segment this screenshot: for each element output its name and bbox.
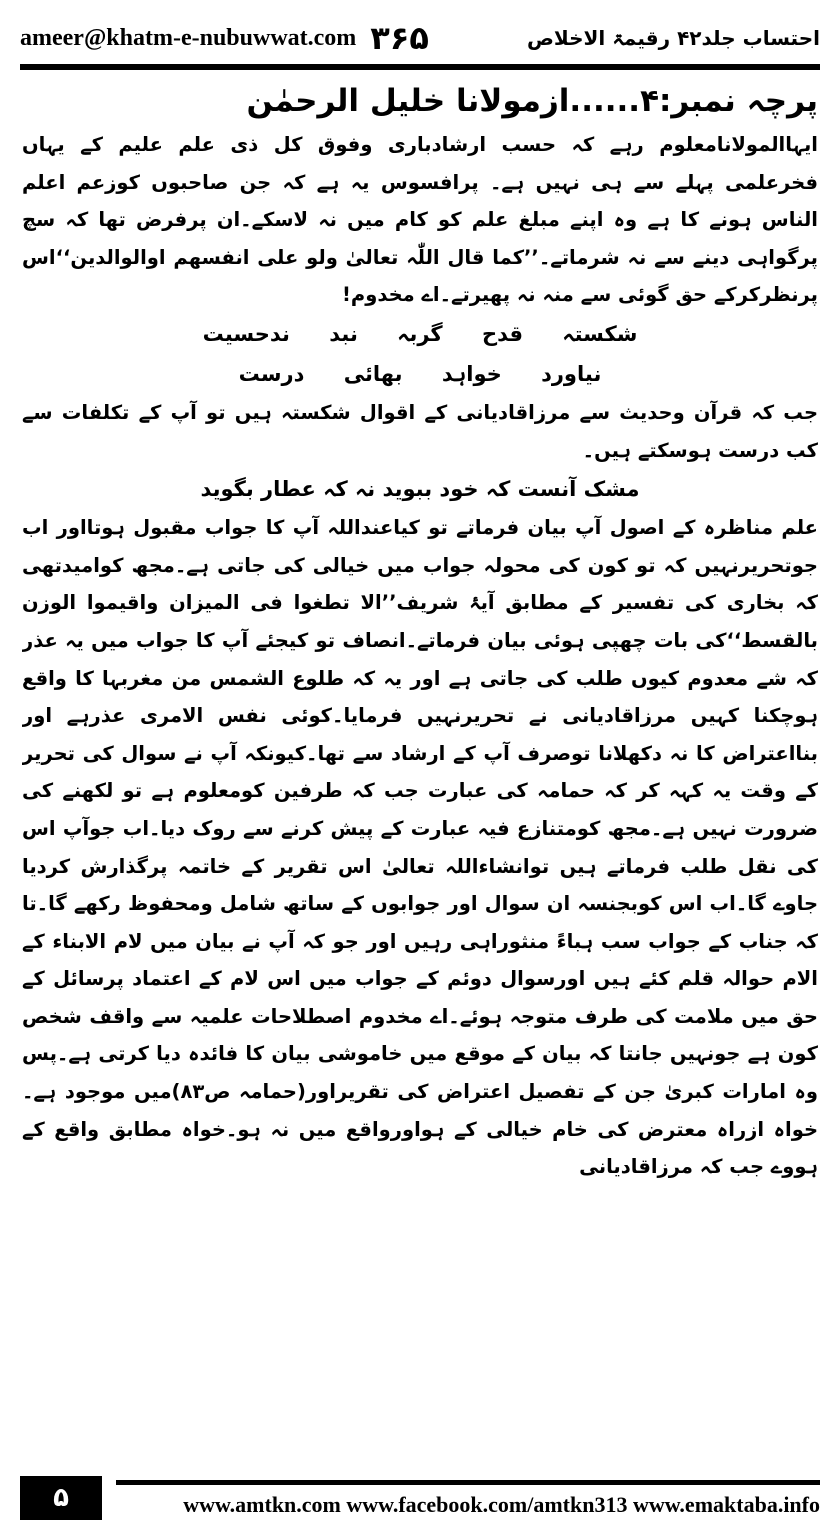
verse-line-3: مشک آنست کہ خود ببوید نہ کہ عطار بگوید (200, 477, 640, 502)
page-content (22, 78, 818, 1470)
page-footer (20, 1476, 820, 1532)
verse-word: بھائی (343, 361, 403, 386)
verse-word: نیاورد (541, 361, 602, 386)
page-number: ۳۶۵ (370, 19, 429, 57)
header-left (20, 19, 429, 57)
header-rule (20, 64, 820, 70)
footer-page-number: ۵ (20, 1476, 102, 1520)
verse-word: قدح (481, 321, 523, 346)
verse-line-2 (22, 354, 818, 394)
book-title: احتساب جلد۴۲ رقیمۃ الاخلاص (527, 26, 820, 50)
header-email: ameer@khatm-e-nubuwwat.com (20, 24, 357, 51)
verse-line-1 (22, 314, 818, 354)
verse-word: ندحسیت (202, 321, 290, 346)
paragraph-2: جب کہ قرآن وحدیث سے مرزاقادیانی کے اقوال شکستہ ہیں تو آپ کے تکلفات سے کب درست ہوسکتے ہیں۔ (22, 400, 818, 462)
verse-word: گربہ (397, 321, 443, 346)
paragraph-3: علم مناظرہ کے اصول آپ بیان فرماتے تو کیاعنداللہ آپ کا جواب مقبول ہوتااور اب جوتحریرنہیں کہ تو کون کی محولہ جواب میں خیالی کی جاتی ہے۔مجھ کوامیدتھی کہ بخاری کی تفسیر کے مطابق آیۂ شریف’’الا تطغوا فی المیزان واقیموا الوزن بالقسط‘‘کی بات چھپی ہوئی بیان فرماتے۔انصاف تو کیجئے آپ کا جواب میں یہ عذر کہ شے معدوم کیوں طلب کی جاتی ہے اور یہ کہ طلوع الشمس من مغربہا کا واقع ہوچکنا کہیں مرزاقادیانی نے تحریرنہیں فرمایا۔کوئی نفس الامری عذرہے اور بنااعتراض کا نہ دکھلانا توصرف آپ کے ارشاد سے تھا۔کیونکہ آپ نے سوال کی تحریر کے وقت یہ کہہ کر کہ حمامہ کی عبارت جب کہ طرفین کومعلوم ہے تو لکھنے کی ضرورت نہیں ہے۔مجھ کومتنازع فیہ عبارت کے پیش کرنے سے روک دیا۔اب جوآپ اس کی نقل طلب فرماتے ہیں توانشاءاللہ تعالیٰ اس تقریر کے خاتمہ پرگذارش کردیا جاوے گا۔اب اس کوبجنسہ ان سوال اور جوابوں کے ساتھ شامل ومحفوظ رکھے گا۔تا کہ جناب کے جواب سب ہباءً منثوراہی رہیں اور جو کہ آپ نے بیان میں لام الابناء کے الام حوالہ قلم کئے ہیں اورسوال دوئم کے جواب میں اس لام کے اعتماد پرسائل کے حق میں ملامت کی طرف متوجہ ہوئے۔اے مخدوم اصطلاحات علمیہ سے واقف شخص کون ہے جونہیں جانتا کہ بیان کے موقع میں خاموشی بیان کا فائدہ دیا کرتی ہے۔پس وہ امارات کبریٰ جن کے تفصیل اعتراض کی تقریراور(حمامہ ص۸۳)میں موجود ہے۔خواہ ازراہ معترض کی خام خیالی کے ہواورواقع میں نہ ہو۔خواہ مطابق واقع کے ہووے جب کہ مرزاقادیانی (22, 516, 818, 1179)
section-title: پرچہ نمبر:۴......ازمولانا خلیل الرحمٰن (246, 83, 818, 119)
verse-word: نبد (329, 321, 358, 346)
page-header (20, 16, 820, 60)
paragraph-1: ایہاالمولانامعلوم رہے کہ حسب ارشادباری وفوق کل ذی علم علیم کے یہاں فخرعلمی پہلے سے ہی نہیں ہے۔ پرافسوس یہ ہے کہ جن صاحبوں کوزعم اعلم الناس ہونے کا ہے وہ اپنے مبلغ علم کو کام میں نہ لاسکے۔ان پرفرض تھا کہ سچ پرگواہی دینے سے نہ شرماتے۔’’کما قال اللّٰہ تعالیٰ ولو علی انفسھم اوالوالدین‘‘اس پرنظرکرکے حق گوئی سے منہ نہ پھیرتے۔اے مخدوم! (22, 133, 818, 307)
footer-links: www.amtkn.com www.facebook.com/amtkn313 www.emaktaba.info (183, 1492, 820, 1517)
verse-word: شکستہ (562, 321, 638, 346)
footer-rule (116, 1480, 820, 1485)
verse-word: خواہد (441, 361, 502, 386)
verse-word: درست (238, 361, 305, 386)
